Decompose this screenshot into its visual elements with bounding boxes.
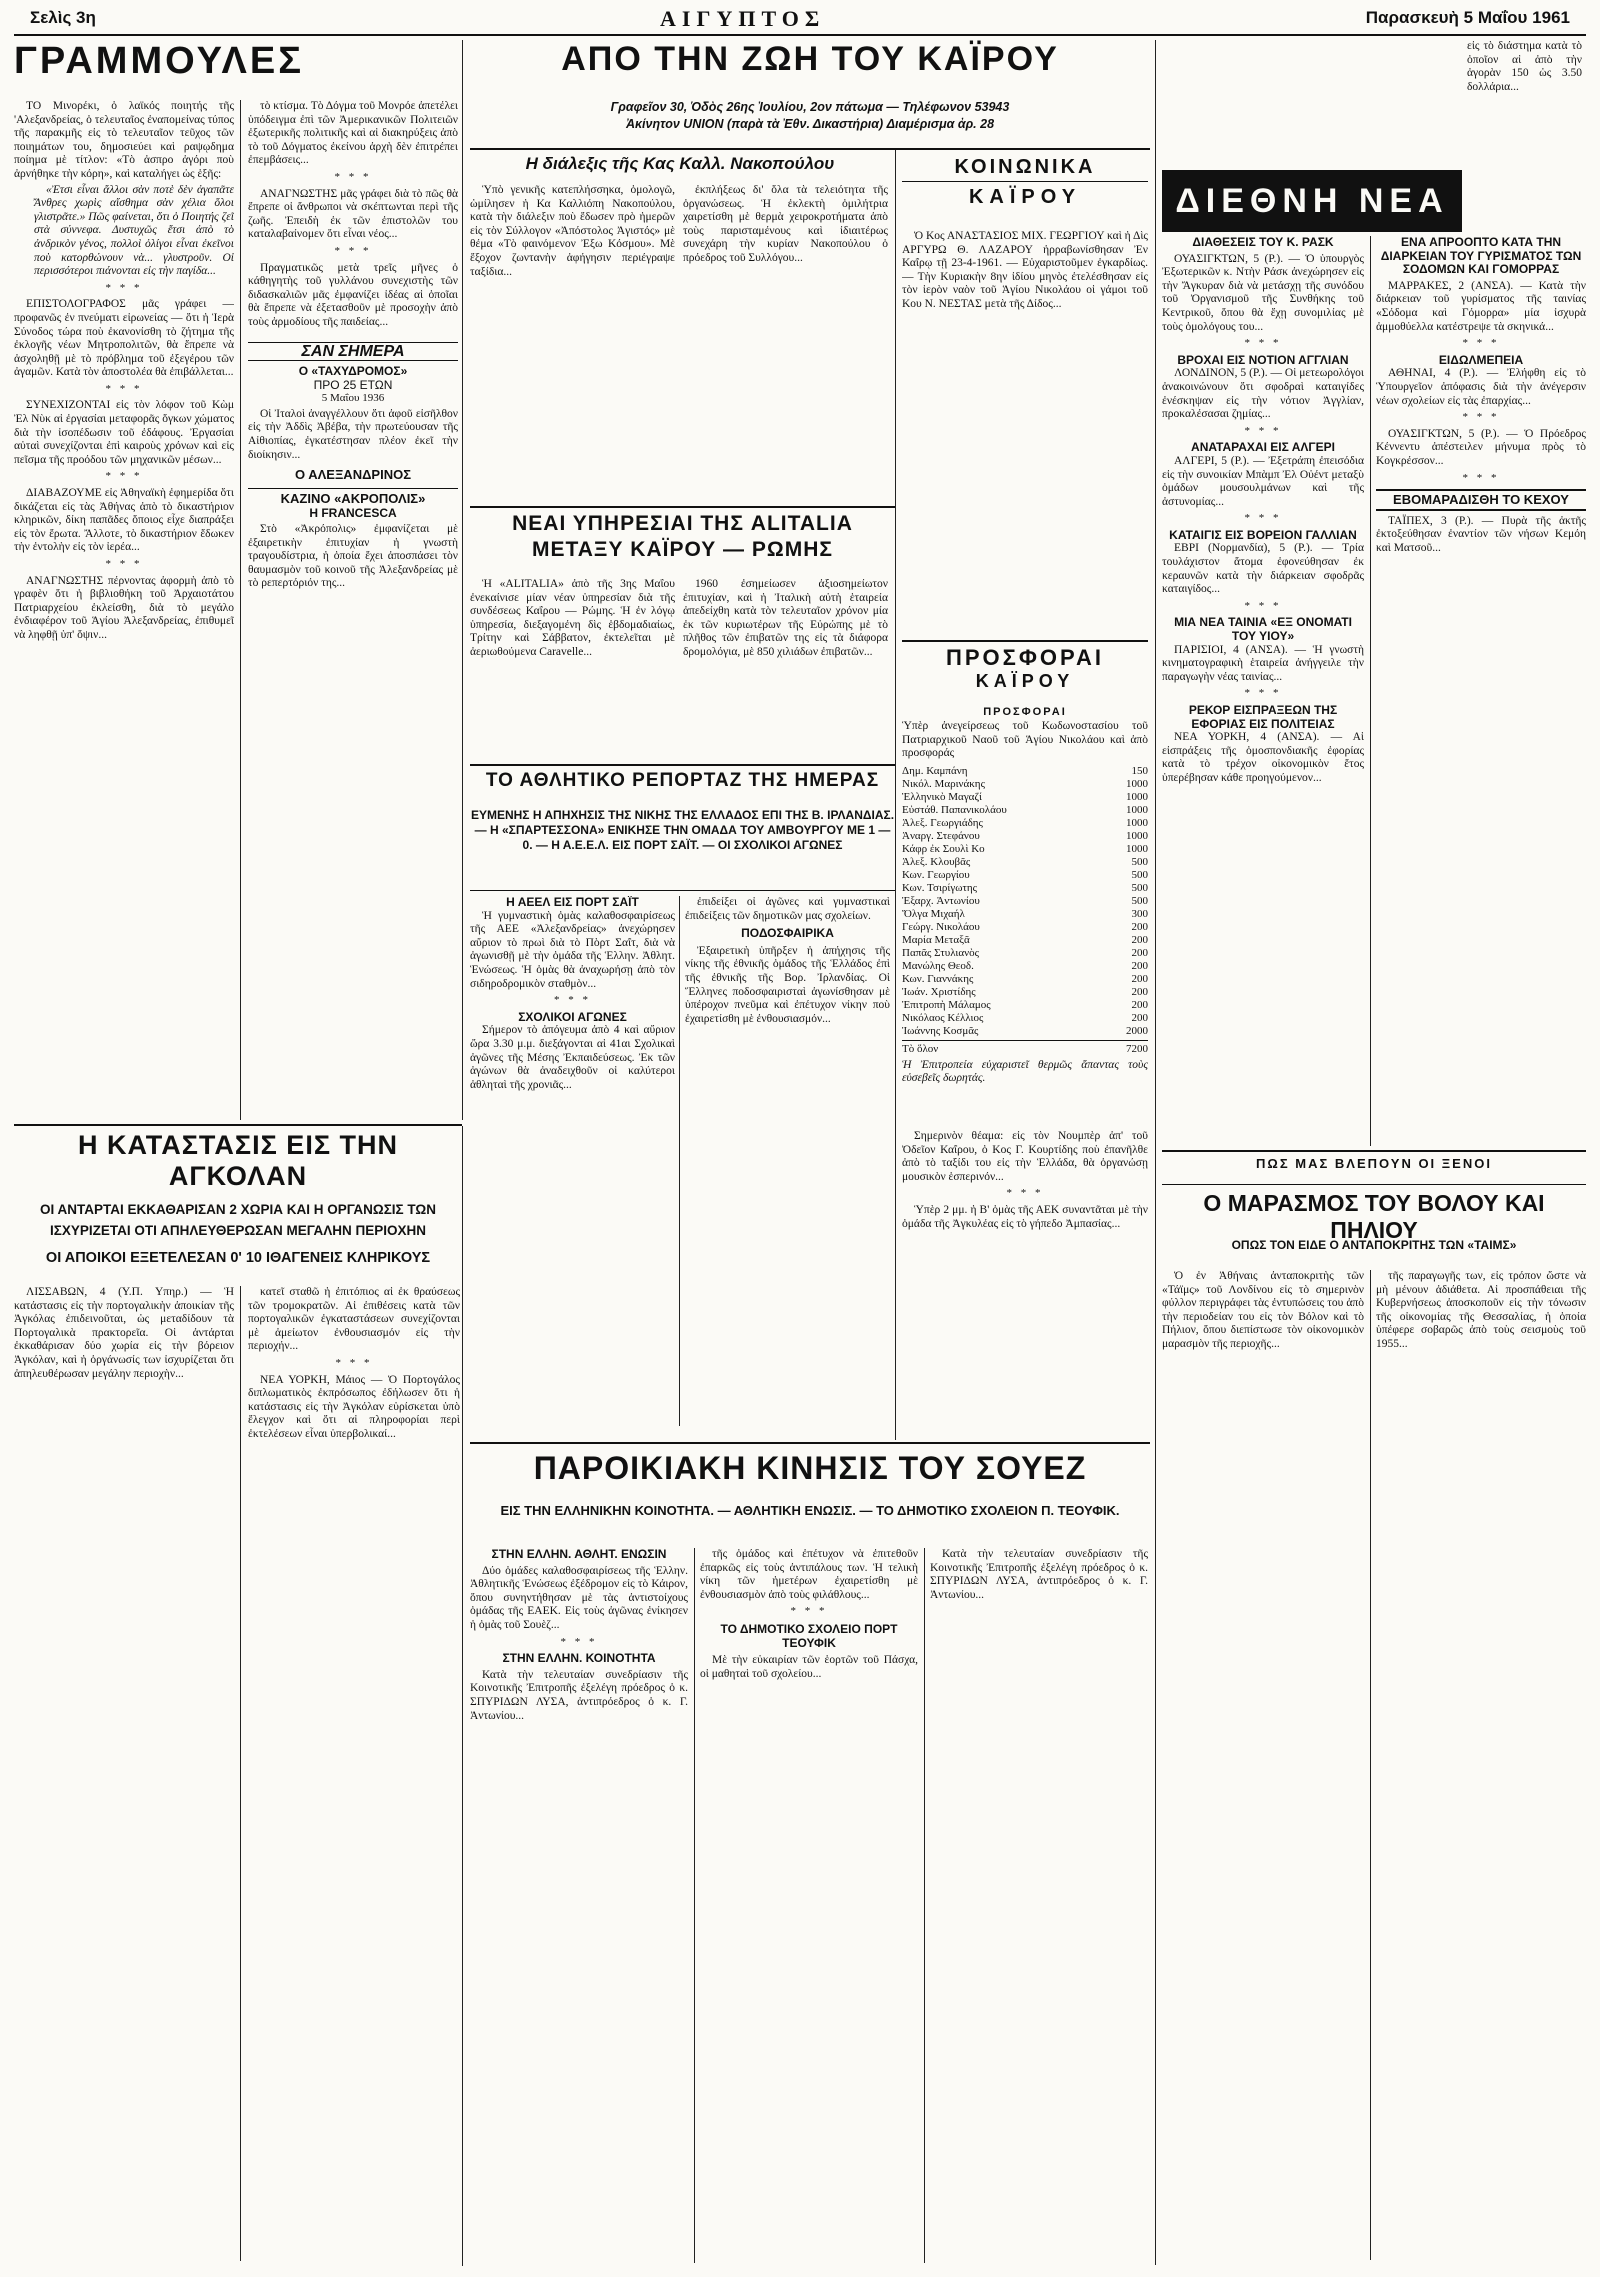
foreign-text-athens: ΑΘΗΝΑΙ, 4 (Ρ.). — Ἐλήφθη εἰς τὸ Ὑπουργεῖον ἀπόφασις διὰ τὴν ἀνέγερσιν νέων σχολείων εἰς τὰς ἐπαρχίας... [1376, 367, 1586, 407]
xenoi-column-1 [1162, 1270, 1364, 2266]
separator: * * * [1244, 687, 1282, 700]
separator: * * * [554, 994, 591, 1007]
xenoi-subtitle: ΟΠΩΣ ΤΟΝ ΕΙΔΕ Ο ΑΝΤΑΠΟΚΡΙΤΗΣ ΤΩΝ «ΤΑΙΜΣ» [1231, 1238, 1517, 1252]
offers-row-amount: 150 [1131, 764, 1148, 777]
foreign-heading-sodom: ΕΝΑ ΑΠΡΟΟΠΤΟ ΚΑΤΑ ΤΗΝ ΔΙΑΡΚΕΙΑΝ ΤΟΥ ΓΥΡΙΣΜΑΤΟΣ ΤΩΝ ΣΟΔΟΜΩΝ ΚΑΙ ΓΟΜΟΡΡΑΣ [1380, 236, 1582, 277]
foreign-text-film: ΠΑΡΙΣΙΟΙ, 4 (ΑΝΣΑ). — Ἡ γνωστὴ κινηματογραφικὴ ἑταιρεία ἀνήγγειλε τὴν παραγωγὴν νέας ταινίας... [1162, 643, 1364, 683]
offers-side-column [902, 1130, 1148, 1430]
offers-row [902, 921, 1148, 934]
separator: * * * [335, 1356, 373, 1369]
offers-row [902, 804, 1148, 817]
grammoules-title: ΓΡΑΜΜΟΥΛΕΣ [14, 40, 305, 82]
separator: * * * [1244, 512, 1282, 525]
offers-side-text-2: Ὑπὲρ 2 μμ. ἡ Β' ὁμὰς τῆς ΑΕΚ συναντᾶται μὲ τὴν ὁμάδα τῆς Ἀγκυλέας εἰς τὸ γήπεδο Ἀμπασίας... [902, 1203, 1148, 1230]
offers-row-name: Ἐξαρχ. Ἀντωνίου [902, 894, 980, 907]
offers-row [902, 947, 1148, 960]
offers-row-name: Ἀναργ. Στεφάνου [902, 829, 980, 842]
xenoi-title-box [1162, 1190, 1586, 1240]
lecture-text-1: Ὑπὸ γενικῆς κατεπλήσσηκα, ὁμολογῶ, ὡμίλησεν ἡ Κα Καλλιόπη Νακοπούλου, κατὰ τὴν διάλεξιν ποὺ ἔδωσεν πρὸ ἡμερῶν εἰς τὸν Σύλλογον «Ἀπόστολος Ἀγιστός» μὲ θέμα «Τὸ φαινόμενον Ἐξω Κόσμου». Μὲ ἔξοχον ζωντανὴν ἀφήγησιν περιέγραψε ταξίδια... [470, 184, 675, 278]
separator: * * * [105, 281, 143, 294]
souez-column-2 [700, 1548, 918, 2266]
offers-row [902, 882, 1148, 895]
offers-row-amount: 200 [1131, 933, 1148, 946]
foreign-column-2 [1376, 236, 1586, 1146]
angola-subtitle-1: ΟΙ ΑΝΤΑΡΤΑΙ ΕΚΚΑΘΑΡΙΣΑΝ 2 ΧΩΡΙΑ ΚΑΙ Η ΟΡΓΑΝΩΣΙΣ ΤΩΝ [40, 1202, 436, 1217]
sports-rule [470, 764, 895, 766]
xenoi-text-2: τῆς παραγωγῆς των, εἰς τρόπον ὥστε νὰ μὴ μένουν ἀδιάθετα. Αἱ προσπάθειαι τῆς Κυβερνήσεως ἀποσκοποῦν εἰς τὴν τόνωσιν τῆς οἰκονομίας τῆς Θεσσαλίας, ἡ ὁποία ὑπέφερε σοβαρῶς ἀπὸ τοὺς σεισμοὺς τοῦ 1955... [1376, 1270, 1586, 1350]
souez-text-1: Δύο ὁμάδες καλαθοσφαιρίσεως τῆς Ἑλλην. Ἀθλητικῆς Ἑνώσεως ἐξέδρομον εἰς τὸ Κάιρον, ὅπου συνηντήθησαν μὲ τὰς ἀντιστοίχους ὁμάδας τῆς ΕΑΕΚ. Εἰς τοὺς ἀγῶνας ἐνίκησεν ἡ ὁμὰς τοῦ Σουὲζ... [470, 1564, 688, 1631]
offers-total-row [902, 1040, 1148, 1055]
offers-subtitle: ΚΑΪΡΟΥ [975, 671, 1075, 691]
offers-row-amount: 1000 [1126, 790, 1148, 803]
foreign-text-storm: ΕΒΡΙ (Νορμανδία), 5 (Ρ.). — Τρία τουλάχιστον ἄτομα ἐφονεύθησαν ἐκ κεραυνῶν κατὰ τὴν διάρκειαν σφοδρᾶς καταιγίδος... [1162, 542, 1364, 596]
today-text: Οἱ Ἰταλοὶ ἀναγγέλλουν ὅτι ἀφοῦ εἰσῆλθον εἰς τὴν Ἀδδὶς Ἀβέβα, τὴν πρωτεύουσαν τῆς Αἰθιοπίας, ἐγκατέστησαν πλέον ἐκεῖ τὴν διοίκησιν... [248, 407, 458, 461]
angola-subtitle-2: ΙΣΧΥΡΙΖΕΤΑΙ ΟΤΙ ΑΠΗΛΕΥΘΕΡΩΣΑΝ ΜΕΓΑΛΗΝ ΠΕΡΙΟΧΗΝ [50, 1223, 426, 1238]
grammoules-p1: ΤΟ Μινορέκι, ὁ λαϊκός ποιητής τῆς 'Αλεξανδρείας, ὁ τελευταῖος ἐναπομείνας τύπος τῆς παρακμῆς εἰς τὸ τελευταῖον τεῦχος τῶν ποιημάτων του, δημοσιεύει καὶ ραψῳδημα ποίημα μὲ τίτλον: «Τὸ ἀσπρο ἀγόρι ποὺ ἀρνήθηκε τὴν κόρη», καὶ καταλήγει ὡς ἑξῆς: [14, 100, 234, 180]
separator: * * * [105, 558, 143, 570]
souez-subtitle-box [470, 1502, 1150, 1544]
column-divider [1370, 1270, 1371, 2260]
offers-row [902, 830, 1148, 843]
offers-row [902, 934, 1148, 947]
offers-row [902, 999, 1148, 1012]
separator: * * * [334, 244, 372, 257]
grammoules-p4: ΣΥΝΕΧΙΖΟΝΤΑΙ εἰς τὸν λόφον τοῦ Κὼμ Ἐλ Νὺκ αἱ ἐργασίαι μεταφορᾶς ὄγκων χώματος διὰ τὴν ἰσοπέδωσιν τοῦ ἐδάφους. Ἐργασίαι αὐταὶ συνεχίζονται ἐπὶ καιροὺς χρόνων καὶ εἰς πεῖσμα τῆς προόδου τῶν μηχανικῶν μέσων... [14, 399, 234, 466]
foreign-heading-2: ΕΙΔΩΛΜΕΠΕΙΑ [1438, 352, 1524, 367]
casino-text: Στὸ «Ἀκρόπολις» ἐμφανίζεται μὲ ἐξαιρετικὴν ἐπιτυχίαν ἡ γνωστὴ τραγουδίστρια, ἡ ὁποία ἔχει ἀποσπάσει τὸν θαυμασμὸν τοῦ κοινοῦ τῆς Ἀλεξανδρείας μὲ τὸ ρεπερτόριόν της... [248, 523, 458, 590]
offers-row-amount: 1000 [1126, 842, 1148, 855]
column-divider [240, 1286, 241, 2261]
foreign-heading-rain: ΒΡΟΧΑΙ ΕΙΣ ΝΟΤΙΟΝ ΑΓΓΛΙΑΝ [1177, 352, 1349, 367]
alitalia-text-1: Ἡ «ALITALIA» ἀπὸ τῆς 3ης Μαΐου ἐνεκαίνισε μίαν νέαν ὑπηρεσίαν διὰ τῆς συνδέσεως Καΐρου — Ρώμης. Ἡ ἐν λόγῳ ὑπηρεσία, διεξαγομένη δὶς ἑβδομαδιαίως, Τρίτην καὶ Σάββατον, ἐκτελεῖται μὲ ἀεριωθούμενα Caravelle... [470, 578, 675, 658]
offers-row [902, 986, 1148, 999]
offers-row-amount: 1000 [1126, 777, 1148, 790]
column-divider [895, 150, 896, 900]
alexandrinos-sign: Ο ΑΛΕΞΑΝΔΡΙΝΟΣ [294, 467, 412, 483]
offers-row [902, 960, 1148, 973]
alitalia-title-1: ΝΕΑΙ ΥΠΗΡΕΣΙΑΙ ΤΗΣ ALITALIA [512, 512, 853, 535]
offers-row-amount: 200 [1131, 946, 1148, 959]
souez-column-1 [470, 1548, 688, 2266]
offers-title: ΠΡΟΣΦΟΡΑΙ [902, 640, 1148, 671]
today-subtitle: Ο «ΤΑΧΥΔΡΟΜΟΣ» [298, 364, 408, 379]
offers-footer: Ἡ Ἐπιτροπεία εὐχαριστεῖ θερμῶς ἅπαντας τοὺς εὐσεβεῖς δωρητάς. [902, 1058, 1148, 1085]
souez-text-5: Κατὰ τὴν τελευταίαν συνεδρίασιν τῆς Κοινοτικῆς Ἐπιτροπῆς ἐξελέγη πρόεδρος ὁ κ. ΣΠΥΡΙΔΩΝ ΛΥΣΑ, ἀντιπρόεδρος ὁ κ. Γ. Ἀντωνίου... [930, 1548, 1148, 1601]
nameplate: ΑΙΓΥΠΤΟΣ [660, 6, 826, 31]
grammoules-right-p1: τὸ κτίσμα. Τὸ Δόγμα τοῦ Μονρόε ἀπετέλει ὑπόδειγμα ἐπὶ τῶν Ἀμερικανικῶν Πολιτειῶν ἐξωτερικῆς πολιτικῆς καὶ αἱ διακηρύξεις ἀπὸ τὸ τοῦ Δόγματος ἐκείνου ἀρχὴ δὲν ἐπιτρέπει ἐπεμβάσεις... [248, 100, 458, 167]
separator: * * * [1244, 599, 1282, 612]
column-divider [462, 1126, 463, 2266]
alitalia-text-2: 1960 ἐσημείωσεν ἀξιοσημείωτον ἐπιτυχίαν, καὶ ἡ Ἰταλικὴ αὐτὴ ἑταιρεία ἀπεδείχθη κατὰ τὸν τελευταῖον χρόνον μία ἐκ τῶν κυριωτέρων τῆς Εὐρώπης μὲ τὸ πλῆθος τῶν ἐπιβατῶν της εἰς τὰ διάφορα δρομολόγια, μὲ 850 χιλιάδων ἐπιβατῶν... [683, 578, 888, 658]
foreign-heading-storm: ΚΑΤΑΙΓΙΣ ΕΙΣ ΒΟΡΕΙΟΝ ΓΑΛΛΙΑΝ [1169, 527, 1357, 542]
souez-text-2: Κατὰ τὴν τελευταίαν συνεδρίασιν τῆς Κοινοτικῆς Ἐπιτροπῆς ἐξελέγη πρόεδρος ὁ κ. ΣΠΥΡΙΔΩΝ ΛΥΣΑ, ἀντιπρόεδρος ὁ κ. Γ. Ἀντωνίου... [470, 1668, 688, 1722]
offers-row-amount: 500 [1131, 868, 1148, 881]
foreign-text-taipei: ΤΑΪΠΕΧ, 3 (Ρ.). — Πυρὰ τῆς ἀκτῆς ἐκτοξεύθησαν ἐναντίον τῶν νήσων Κεμόη καὶ Ματσοῦ... [1376, 514, 1586, 554]
sports-text-1: Ἡ γυμναστικὴ ὁμὰς καλαθοσφαιρίσεως τῆς ΑΕΕ «Ἀλεξανδρείας» ἀνεχώρησεν αὔριον τὸ πρωὶ διὰ τὸ Πὸρτ Σαΐτ, διὰ νὰ ἀγωνισθῇ μὲ τὴν ὁμάδα τῆς Ἑλλην. Ἀθλητ. Ἑνώσεως. Ἡ ὁμὰς θὰ ἀναχωρήσῃ ἀπὸ τὸν σιδηροδρομικὸν σταθμὸν... [470, 909, 675, 990]
sports-subtitle-box [470, 808, 895, 888]
sports-subtitle: ΕΥΜΕΝΗΣ Η ΑΠΗΧΗΣΙΣ ΤΗΣ ΝΙΚΗΣ ΤΗΣ ΕΛΛΑΔΟΣ ΕΠΙ ΤΗΣ Β. ΙΡΛΑΝΔΙΑΣ. — Η «ΣΠΑΡΤΕΣΣΟΝΑ» ΕΝΙΚΗΣΕ ΤΗΝ ΟΜΑΔΑ ΤΟΥ ΑΜΒΟΥΡΓΟΥ ΜΕ 1 — 0. — Η Α.Ε.Ε.Λ. ΕΙΣ ΠΟΡΤ ΣΑΪΤ. — ΟΙ ΣΧΟΛΙΚΟΙ ΑΓΩΝΕΣ [470, 808, 895, 852]
offers-row-amount: 2000 [1126, 1024, 1148, 1037]
angola-column-2 [248, 1286, 460, 2266]
foreign-text-record: ΝΕΑ ΥΟΡΚΗ, 4 (ΑΝΣΑ). — Αἱ εἰσπράξεις τῆς ὁμοσπονδιακῆς ἐφορίας κατὰ τὸ τρέχον οἰκονομικὸν ἔτος ὑπερέβησαν κάθε προηγούμενον... [1162, 731, 1364, 784]
offers-row-amount: 300 [1131, 907, 1148, 920]
xenoi-rule-2 [1162, 1184, 1586, 1185]
offers-row [902, 843, 1148, 856]
separator: * * * [560, 1635, 598, 1648]
kairo-address-box [470, 100, 1150, 146]
lecture-title: Η διάλεξις τῆς Κας Καλλ. Νακοπούλου [525, 154, 835, 173]
foreign-text-washington: ΟΥΑΣΙΓΚΤΩΝ, 5 (Ρ.). — Ὁ Πρόεδρος Κέννεντυ ἀπέστειλεν μήνυμα πρὸς τὸ Κογκρέσσον... [1376, 427, 1586, 467]
today-title: ΣΑΝ ΣΗΜΕΡΑ [248, 342, 458, 362]
offers-row [902, 1012, 1148, 1025]
sports-text-football: Ἐξαιρετικὴ ὑπῆρξεν ἡ ἀπήχησις τῆς νίκης τῆς ἐθνικῆς ὁμάδος τῆς Ἑλλάδος ἐπὶ τῆς ἐθνικῆς τῆς Βορ. Ἰρλανδίας. Οἱ Ἕλληνες ποδοσφαιρισταὶ ἀγωνίσθησαν μὲ ὑπέροχον πνεῦμα καὶ ἐπέτυχον νίκην ποὺ ἐχαιρετίσθη μὲ ἐνθουσιασμόν... [685, 944, 890, 1025]
offers-side-text-1: Σημερινὸν θέαμα: εἰς τὸν Νουμπὲρ ἀπ' τοῦ Ὀδεῖον Καΐρου, ὁ Κος Γ. Κουρτίδης ποὺ ἐπανῆλθε ἀπὸ τὸ ταξίδι του εἰς τὴν Ἑλλάδα, θὰ ὀργανώσῃ μουσικὸν ἑσπερινόν... [902, 1130, 1148, 1183]
sports-column-1 [470, 896, 675, 1436]
lecture-column-1 [470, 184, 675, 502]
social-title: ΚΟΙΝΩΝΙΚΑ [902, 156, 1148, 182]
foreign-news-logo-text: ΔΙΕΘΝΗ ΝΕΑ [1175, 182, 1449, 220]
offers-row-amount: 500 [1131, 855, 1148, 868]
grammoules-column-1 [14, 100, 234, 1130]
sports-column-2 [685, 896, 890, 1436]
offers-row-amount: 200 [1131, 985, 1148, 998]
social-title-box [902, 156, 1148, 226]
souez-text-4: Μὲ τὴν εὐκαιρίαν τῶν ἑορτῶν τοῦ Πάσχα, οἱ μαθηταὶ τοῦ σχολείου... [700, 1654, 918, 1680]
offers-row [902, 895, 1148, 908]
sports-title-box [470, 770, 895, 810]
angola-subtitle-3: ΟΙ ΑΠΟΙΚΟΙ ΕΞΕΤΕΛΕΣΑΝ 0' 10 ΙΘΑΓΕΝΕΙΣ ΚΛΗΡΙΚΟΥΣ [45, 1250, 431, 1266]
souez-title: ΠΑΡΟΙΚΙΑΚΗ ΚΙΝΗΣΙΣ ΤΟΥ ΣΟΥΕΖ [533, 1450, 1087, 1486]
offers-row-name: Εὐστάθ. Παπανικολάου [902, 803, 1007, 816]
offers-row-amount: 200 [1131, 920, 1148, 933]
sports-heading-1: Η ΑΕΕΛ ΕΙΣ ΠΟΡΤ ΣΑΪΤ [506, 896, 639, 909]
alitalia-title-2: ΜΕΤΑΞΥ ΚΑΪΡΟΥ — ΡΩΜΗΣ [532, 538, 833, 561]
grammoules-title-box [14, 40, 454, 102]
sports-text-2: ἐπιδείξει οἱ ἀγῶνες καὶ γυμναστικαὶ ἐπιδείξεις τῶν δημοτικῶν μας σχολείων. [685, 896, 890, 922]
foreign-text-rain: ΛΟΝΔΙΝΟΝ, 5 (Ρ.). — Οἱ μετεωρολόγοι ἀνακοινώνουν ὅτι σφοδραὶ καταιγίδες ἐνέσκηψαν εἰς τὴν νότιον Ἀγγλίαν, προκαλέσασαι ζημίας... [1162, 367, 1364, 421]
grammoules-p6: ΑΝΑΓΝΩΣΤΗΣ πέρνοντας ἀφορμὴ ἀπὸ τὸ γραφὲν ὅτι ἡ βιβλιοθήκη τοῦ Ἀρχαιοτάτου Πατριαρχείου ἐκλείσθη, διὰ τὸ μεγάλο ἐνδιαφέρον τοῦ Ἁγίου Ἀλεξανδρείας, ἐπιθυμεῖ νὰ ληφθῇ ὑπ' ὄψιν... [14, 574, 234, 641]
offers-row-name: Ἐπιτροπὴ Μάλαμος [902, 998, 991, 1011]
casino-subtitle: Η FRANCESCA [309, 506, 397, 521]
separator: * * * [790, 1605, 828, 1618]
offers-row [902, 778, 1148, 791]
kairo-rule [470, 148, 1150, 150]
xenoi-title: Ο ΜΑΡΑΣΜΟΣ ΤΟΥ ΒΟΛΟΥ ΚΑΙ ΠΗΛΙΟΥ [1203, 1190, 1545, 1240]
souez-subtitle: ΕΙΣ ΤΗΝ ΕΛΛΗΝΙΚΗΝ ΚΟΙΝΟΤΗΤΑ. — ΑΘΛΗΤΙΚΗ ΕΝΩΣΙΣ. — ΤΟ ΔΗΜΟΤΙΚΟ ΣΧΟΛΕΙΟΝ Π. ΤΕΟΥΦΙΚ. [500, 1503, 1120, 1518]
column-divider [895, 900, 896, 1440]
offers-row-name: Ἀλεξ. Κλουβᾶς [902, 855, 971, 868]
grammoules-right-p3: Πραγματικῶς μετὰ τρεῖς μῆνες ὁ κάθηγητὴς τοῦ γυλλάνου συνεχιστὴς τῶν διδασκαλιῶν μᾶς ἐμφανίζει ἰδέας αἱ ὁποῖαι θὰ ἔπρεπε νὰ ἐξετασθοῦν μὲ προσοχὴν ἀπὸ τοὺς ἁρμοδίους τῆς παιδείας... [248, 261, 458, 328]
xenoi-subtitle-box [1162, 1238, 1586, 1266]
offers-row-name: Μαρία Μεταξᾶ [902, 933, 970, 946]
xenoi-kicker: ΠΩΣ ΜΑΣ ΒΛΕΠΟΥΝ ΟΙ ΞΕΝΟΙ [1256, 1156, 1492, 1171]
foreign-heading-film: ΜΙΑ ΝΕΑ ΤΑΙΝΙΑ «ΕΞ ΟΝΟΜΑΤΙ ΤΟΥ ΥΙΟΥ» [1174, 615, 1352, 644]
column-divider [694, 1548, 695, 2263]
foreign-text-sodom: ΜΑΡΡΑΚΕΣ, 2 (ΑΝΣΑ). — Κατὰ τὴν διάρκειαν τοῦ γυρίσματος τῆς ταινίας «Σόδομα καὶ Γόμορρα» μία ἰσχυρὰ ἀμμοθύελλα κατέστρεψε τὰ σκηνικά... [1376, 279, 1586, 333]
offers-row-name: Ἰωάν. Χριστίδης [902, 985, 976, 998]
offers-row [902, 765, 1148, 778]
angola-rule-top [14, 1124, 462, 1126]
social-text: Ὁ Κος ΑΝΑΣΤΑΣΙΟΣ ΜΙΧ. ΓΕΩΡΓΙΟΥ καὶ ἡ Δὶς ΑΡΓΥΡΩ Θ. ΛΑΖΑΡΟΥ ἠρραβωνίσθησαν Ἐν Καΐρῳ τῇ 23-4-1961. — Εὐχαριστοῦμεν ἐγκαρδίως. — Τὴν Κυριακὴν 8ην ἰδίου μηνὸς ἐτελέσθησαν εἰς τὸν ἱερὸν ναὸν τοῦ Ἁγίου Νικολάου οἱ γάμοι τοῦ Κου Ν. ΝΕΣΤΑΣ μετὰ τῆς Δίδος... [902, 230, 1148, 310]
offers-row-name: Κάφρ ἐκ Σουλὶ Κο [902, 842, 985, 855]
foreign-heading-rusk: ΔΙΑΘΕΣΕΙΣ ΤΟΥ Κ. ΡΑΣΚ [1192, 236, 1334, 249]
today-date: 5 Μαΐου 1936 [321, 392, 385, 405]
social-subtitle: ΚΑΪΡΟΥ [968, 186, 1082, 208]
offers-row-name: Νικόλαος Κέλλιος [902, 1011, 984, 1024]
grammoules-verse: «Ἐτσι εἶναι ἄλλοι σὰν ποτὲ δὲν ἀγαπᾶτε Ἄνθρες χωρὶς αἴσθημα σὰν χέλια ὅλοι γλιστρᾶτε.» Πῶς φαίνεται, ὅτι ὁ Ποιητής ζεῖ στὰ σύννεφα. Δυστυχῶς ἔτσι ἀπὸ τὸ ἀνδρικὸν γένος, πολλοὶ ὀλίγοι εἶναι ἐκεῖνοι ποὺ κατορθώνουν νὰ... γλυστροῦν. Οἱ περισσότεροι πιάνονται εἰς τὴν παγίδα... [34, 183, 234, 278]
souez-rule [470, 1442, 1150, 1444]
offers-total-label: Τὸ ὅλον [902, 1042, 939, 1055]
xenoi-text-1: Ὁ ἐν Ἀθήναις ἀνταποκριτὴς τῶν «Τάϊμς» τοῦ Λονδίνου εἰς τὸ σημερινὸν φύλλον περιγράφει τὰς ἐντυπώσεις του ἀπὸ τὴν περιοδείαν του εἰς τὸν Βόλον καὶ τὸ Πήλιον, ὅπου διεπίστωσε τὸν οἰκονομικὸν μαρασμὸν τῆς περιοχῆς... [1162, 1270, 1364, 1350]
sports-text-school: Σήμερον τὸ ἀπόγευμα ἀπὸ 4 καὶ αὔριον ὥρα 3.30 μ.μ. διεξάγονται αἱ 41αι Σχολικαὶ ἀγῶνες τῆς Μέσης Ἐκπαιδεύσεως. Ἐκ τῶν ἀγώνων θὰ ἀναδειχθοῦν οἱ καλύτεροι ἀθληταὶ τῆς χρονιᾶς... [470, 1024, 675, 1091]
offers-row-amount: 1000 [1126, 829, 1148, 842]
offers-row-name: Γεώργ. Νικολάου [902, 920, 980, 933]
souez-column-3 [930, 1548, 1148, 2266]
offers-row-name: Κων. Τσιρίγωτης [902, 881, 977, 894]
xenoi-rule [1162, 1150, 1586, 1152]
offers-row-name: Ἰωάννης Κοσμᾶς [902, 1024, 979, 1037]
offers-row-name: Κων. Γιαννάκης [902, 972, 974, 985]
offers-subheading: ΠΡΟΣΦΟΡΑΙ [983, 706, 1067, 718]
offers-row-name: Κων. Γεωργίου [902, 868, 970, 881]
column-divider [1370, 236, 1371, 1146]
offers-row-amount: 1000 [1126, 816, 1148, 829]
offers-title-box [902, 640, 1148, 704]
lecture-text-2: ἐκπλήξεως δι' ὅλα τὰ τελειότητα τῆς ὀργανώσεως. Ἡ ἐκλεκτὴ ὁμιλήτρια χαιρετίσθη μὲ θερμὰ χειροκροτήματα ἀπὸ τοὺς παρισταμένους καὶ ἰδιαιτέρως συνεχάρη τὴν κυρίαν Νακοπούλου ὁ πρόεδρος τοῦ Συλλόγου... [683, 184, 888, 264]
grammoules-p3: ΕΠΙΣΤΟΛΟΓΡΑΦΟΣ μᾶς γράφει — προφανῶς ἐν πνεύματι εἰρωνείας — ὅτι ἡ Ἱερὰ Σύνοδος τώρα ποὺ ἐκανονίσθη τὸ ζήτημα τῆς ἐκλογῆς νέων Μητροπολιτῶν, θὰ ἔπρεπε νὰ ἀσχοληθῇ μὲ τὸ πρόβλημα τοῦ ἐξεγέρου τῶν ἀγαμῶν. Κατὰ τὸν ἀποστολέα θὰ ἐπιβάλλεται... [14, 298, 234, 379]
separator: * * * [1462, 471, 1500, 484]
offers-row-name: Νικόλ. Μαρινάκης [902, 777, 985, 790]
lecture-column-2 [683, 184, 888, 502]
angola-text-1: ΛΙΣΣΑΒΩΝ, 4 (Υ.Π. Υπηρ.) — Ἡ κατάστασις εἰς τὴν πορτογαλικὴν ἀποικίαν τῆς Ἀγκόλας ἐπιδεινοῦται, ὡς μεταδίδουν τὰ Πορτογαλικὰ πρακτορεῖα. Οἱ ἀντάρται ἐκκαθάρισαν δύο χωρία εἰς τὴν βόρειον Ἀγκόλαν, καὶ ἡ ὀργάνωσίς των ἰσχυρίζεται ὅτι ἀπηλευθέρωσαν μεγάλην περιοχὴν... [14, 1286, 234, 1380]
souez-title-box [470, 1450, 1150, 1500]
xenoi-column-2 [1376, 1270, 1586, 2266]
alitalia-rule [470, 506, 895, 508]
offers-total: 7200 [1126, 1042, 1148, 1055]
souez-heading-3: ΤΟ ΔΗΜΟΤΙΚΟ ΣΧΟΛΕΙΟ ΠΟΡΤ ΤΕΟΥΦΙΚ [720, 1621, 898, 1650]
foreign-text-algeria: ΑΛΓΕΡΙ, 5 (Ρ.). — Ἐξετράπη ἐπεισόδια εἰς τὴν συνοικίαν Μπὰμπ Ἐλ Οὐέντ μεταξὺ ὁμάδων μουσουλμάνων καὶ τῆς ἀστυνομίας... [1162, 454, 1364, 508]
offers-row-amount: 1000 [1126, 803, 1148, 816]
header-rule [14, 34, 1586, 36]
sports-rule-2 [470, 890, 895, 891]
offers-row-amount: 200 [1131, 1011, 1148, 1024]
separator: * * * [334, 170, 372, 183]
separator: * * * [105, 382, 143, 395]
offers-row [902, 817, 1148, 830]
column-divider [924, 1548, 925, 2263]
foreign-text-rusk: ΟΥΑΣΙΓΚΤΩΝ, 5 (Ρ.). — Ὁ ὑπουργὸς Ἐξωτερικῶν κ. Ντὴν Ράσκ ἀνεχώρησεν εἰς τὴν Ἄγκυραν διὰ νὰ μετάσχῃ τῆς συνόδου τοῦ Ὀργανισμοῦ τῆς Συνθήκης τοῦ Κεντρικοῦ, ὅπου θὰ ἔχῃ συνομιλίας μὲ τοὺς ὁμολόγους του... [1162, 252, 1364, 333]
social-column [902, 230, 1148, 630]
alitalia-column-1 [470, 578, 675, 758]
offers-row-name: Δημ. Καμπάνη [902, 764, 968, 777]
foreign-heading-3: ΕΒΟΜΑΡΑΔΙΣΘΗ ΤΟ ΚΕΧΟΥ [1376, 489, 1586, 511]
offers-row-name: Ἀλεξ. Γεωργιάδης [902, 816, 983, 829]
separator: * * * [1006, 1187, 1044, 1200]
souez-text-3: τῆς ὁμάδος καὶ ἐπέτυχον νὰ ἐπιτεθοῦν ἐπαρκῶς εἰς τοὺς ἀντιπάλους των. Ἡ τελικὴ νίκη τῶν ἡμετέρων ἐχαιρετίσθη μὲ ἐνθουσιασμὸν ἀπὸ τοὺς φιλάθλους... [700, 1548, 918, 1601]
column-divider [679, 896, 680, 1426]
sports-title: ΤΟ ΑΘΛΗΤΙΚΟ ΡΕΠΟΡΤΑΖ ΤΗΣ ΗΜΕΡΑΣ [485, 770, 880, 791]
foreign-news-top [1162, 40, 1582, 170]
offers-row [902, 1025, 1148, 1038]
foreign-column-1 [1162, 236, 1364, 1266]
souez-heading-1: ΣΤΗΝ ΕΛΛΗΝ. ΑΘΛΗΤ. ΕΝΩΣΙΝ [491, 1548, 667, 1561]
offers-row [902, 856, 1148, 869]
kairo-title: ΑΠΟ ΤΗΝ ΖΩΗ ΤΟΥ ΚΑΪΡΟΥ [561, 40, 1059, 78]
offers-row-name: Ὄλγα Μιχαήλ [902, 907, 965, 920]
casino-title: ΚΑΖΙΝΟ «ΑΚΡΟΠΟΛΙΣ» [248, 488, 458, 506]
offers-intro: Ὑπὲρ ἀνεγείρσεως τοῦ Κωδωνοστασίου τοῦ Πατριαρχικοῦ Ναοῦ τοῦ Ἁγίου Νικολάου καὶ ἀπὸ προσφοράς [902, 720, 1148, 760]
angola-column-1 [14, 1286, 234, 2266]
column-divider [462, 40, 463, 1120]
today-subtitle-2: ΠΡΟ 25 ΕΤΩΝ [313, 377, 393, 392]
offers-rows [902, 765, 1148, 1038]
separator: * * * [1462, 411, 1500, 424]
alitalia-title-box [470, 512, 895, 572]
angola-heading-box [14, 1130, 462, 1280]
separator: * * * [1244, 337, 1282, 350]
grammoules-column-2 [248, 100, 458, 1130]
offers-row-amount: 500 [1131, 881, 1148, 894]
sports-heading-football: ΠΟΔΟΣΦΑΙΡΙΚΑ [741, 926, 834, 941]
offers-list [902, 706, 1148, 1126]
offers-row-amount: 200 [1131, 998, 1148, 1011]
foreign-news-intro: εἰς τὸ διάστημα κατὰ τὸ ὁποῖον αἱ ἀπὸ τὴν ἀγορὰν 150 ὡς 3.50 δολλάρια... [1467, 40, 1582, 93]
kairo-address-2: Ἀκίνητον UNION (παρὰ τὰ Ἐθν. Δικαστήρια) Διαμέρισμα ἀρ. 28 [625, 117, 995, 131]
grammoules-right-p2: ΑΝΑΓΝΩΣΤΗΣ μᾶς γράφει διὰ τὸ πῶς θὰ ἔπρεπε οἱ ἄνθρωποι νὰ σκέπτωνται περὶ τῆς ζωῆς. Ἐπειδὴ ἐκ τῶν ἐπιστολῶν του καταλαβαίνομεν ὅτι εἶναι νέος... [248, 187, 458, 241]
page-number: Σελὶς 3η [30, 8, 96, 27]
angola-title: Η ΚΑΤΑΣΤΑΣΙΣ ΕΙΣ ΤΗΝ ΑΓΚΟΛΑΝ [77, 1130, 399, 1191]
kairo-title-box [470, 40, 1150, 100]
grammoules-p5: ΔΙΑΒΑΖΟΥΜΕ εἰς Ἀθηναϊκὴ ἐφημερίδα ὅτι δικάζεται εἰς τὰς Ἀθήνας ἀπὸ τὸ δικαστήριον κληρικῶν, δίκη παπᾶδες ὅποιος εἶχε διαπράξει εἰς τὸν ἔρωτα. Ἄλλοτε, τὸ δικαστήριον ἔδωκεν τὴν ἐντολὴν εἰς τὸν ἱερέα... [14, 487, 234, 554]
souez-heading-2: ΣΤΗΝ ΕΛΛΗΝ. ΚΟΙΝΟΤΗΤΑ [502, 1651, 656, 1666]
foreign-news-logo [1162, 170, 1462, 232]
offers-row-amount: 200 [1131, 959, 1148, 972]
offers-row [902, 791, 1148, 804]
angola-text-3: ΝΕΑ ΥΟΡΚΗ, Μάιος — Ὁ Πορτογάλος διπλωματικὸς ἐκπρόσωπος ἐδήλωσεν ὅτι ἡ κατάστασις εἰς τὴν Ἀγκόλαν εὑρίσκεται ὑπὸ ἔλεγχον καὶ ὅτι αἱ πληροφορίαι περὶ ἐκτελέσεων εἶναι ὑπερβολικαί... [248, 1373, 460, 1440]
lecture-title-box [470, 154, 890, 184]
separator: * * * [1462, 337, 1500, 350]
offers-row-name: Μανώλης Θεοδ. [902, 959, 974, 972]
offers-row-name: Ἑλληνικὸ Μαγαζί [902, 790, 982, 803]
issue-date: Παρασκευὴ 5 Μαΐου 1961 [1365, 8, 1570, 27]
foreign-heading-record: ΡΕΚΟΡ ΕΙΣΠΡΑΞΕΩΝ ΤΗΣ ΕΦΟΡΙΑΣ ΕΙΣ ΠΟΛΙΤΕΙΑΣ [1188, 703, 1338, 731]
foreign-heading-algeria: ΑΝΑΤΑΡΑΧΑΙ ΕΙΣ ΑΛΓΕΡΙ [1191, 440, 1335, 455]
separator: * * * [1244, 424, 1282, 437]
separator: * * * [105, 470, 143, 483]
sports-heading-school: ΣΧΟΛΙΚΟΙ ΑΓΩΝΕΣ [518, 1009, 627, 1024]
offers-row [902, 973, 1148, 986]
offers-row [902, 908, 1148, 921]
offers-row-name: Παπᾶς Στυλιανὸς [902, 946, 979, 959]
kairo-address-1: Γραφεῖον 30, Ὁδὸς 26ης Ἰουλίου, 2ον πάτωμα — Τηλέφωνον 53943 [610, 100, 1010, 114]
xenoi-kicker-box [1162, 1156, 1586, 1186]
offers-row-amount: 200 [1131, 972, 1148, 985]
alitalia-column-2 [683, 578, 888, 758]
column-divider [240, 100, 241, 1120]
offers-row [902, 869, 1148, 882]
angola-text-2: κατεῖ σταθῶ ἡ ἐπιτόπιος αἱ ἐκ θραύσεως τῶν τρομοκρατῶν. Αἱ ἐπιθέσεις κατὰ τῶν πορτογαλικῶν ἐγκαταστάσεων συνεχίζονται μὲ ἀμείωτον ἐνθουσιασμόν εἰς τὴν περιοχήν... [248, 1286, 460, 1353]
column-divider [1155, 40, 1156, 2265]
offers-row-amount: 500 [1131, 894, 1148, 907]
